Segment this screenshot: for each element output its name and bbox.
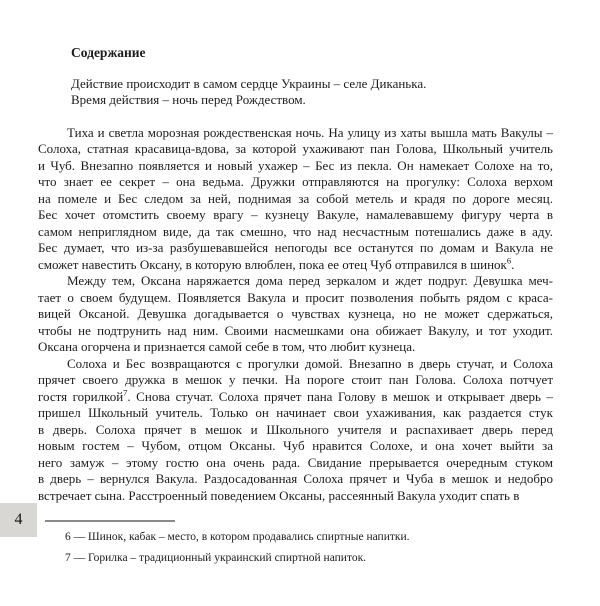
intro-line: Время действия – ночь перед Рождеством. — [71, 92, 306, 107]
paragraph — [38, 273, 553, 356]
text-line: прячет своего дружка в мешок у печки. На пороге стоит пан Голова. Солоха потчует — [38, 372, 553, 387]
intro-block — [38, 76, 553, 109]
text-line: Солоха, статная красавица-вдова, за которой ухаживают пан Голова, Школьный учитель — [38, 141, 553, 156]
text-line: самом неприглядном виде, да так смешно, что над несчастным потешались даже в аду. — [38, 223, 553, 239]
footnote-line: 6 — Шинок, кабак – место, в котором продавались спиртные напитки. — [65, 531, 410, 543]
text-line: вицей Оксаной. Девушка догадывается о чувствах кузнеца, но не может сдержаться, — [38, 306, 553, 321]
page-number: 4 — [14, 511, 23, 528]
summary-paragraphs — [38, 125, 553, 505]
section-heading: Содержание — [71, 45, 146, 60]
text-line: что знает ее секрет – она ведьма. Дружки отправляются на прогулку: Солоха верхом — [38, 174, 553, 189]
page-content — [38, 45, 553, 569]
footnote-line: 7 — Горилка – традиционный украинский спиртной напиток. — [65, 552, 367, 564]
text-line: на помеле и Бес следом за ней, поднимая за собой метель и крадя по дороге месяц. — [38, 190, 553, 206]
text-line: Оксана огорчена и признается самой себе в том, что любит кузнеца. — [38, 339, 416, 354]
text-line: в дверь. Солоха прячет в мешок и Школьного учителя и распахивает дверь перед — [38, 421, 553, 437]
text-line: Между тем, Оксана наряжается дома перед зеркалом и ждет подруг. Девушка меч- — [67, 273, 553, 288]
text-line: и Чуб. Внезапно появляется и новый ухажер – Бес из пекла. Он намекает Солохе на то, — [38, 157, 553, 173]
footnotes-block — [38, 527, 553, 569]
text-line: чтобы не подтрунить над ним. Своими насмешками она обижает Вакулу, и тот уходит. — [38, 322, 553, 338]
footnote-separator — [45, 520, 175, 522]
footnote-ref: 6 — [506, 255, 512, 266]
text-line: тает о своем будущем. Появляется Вакула и просит позволения побыть рядом с краса- — [38, 289, 553, 305]
text-line: сможет навестить Оксану, в которую влюблен, пока ее отец Чуб отправился в шинок$^6$. — [38, 255, 515, 272]
text-line: новым гостем – Чубом, отцом Оксаны. Чуб нравится Солохе, и она хочет выйти за — [38, 438, 553, 453]
paragraph — [38, 125, 553, 274]
text-line: пришел Школьный учитель. Только он начинает свои ухаживания, как раздается стук — [38, 405, 553, 420]
text-line: Бес хочет отомстить своему врагу – кузнецу Вакуле, намалевавшему фигуру черта в — [38, 207, 553, 222]
page-number-badge — [0, 503, 37, 537]
text-line: встречает сына. Расстроенный поведением Оксаны, рассеянный Вакула уходит спать в — [38, 487, 520, 503]
intro-line: Действие происходит в самом сердце Украины – селе Диканька. — [71, 75, 427, 91]
footnote-ref: 7 — [123, 387, 128, 398]
text-line: Тиха и светла морозная рождественская ночь. На улицу из хаты вышла мать Вакулы – — [67, 124, 553, 140]
text-line: Солоха и Бес возвращаются с прогулки домой. Внезапно в дверь стучат, и Солоха — [67, 355, 553, 371]
text-line: в дверь – вернулся Вакула. Раздосадованная Солоха прячет и Чуба в мешок и недобро — [38, 471, 553, 486]
text-line: Бес думает, что из-за разбушевавшейся непогоды все останутся по домам и Вакула не — [38, 240, 553, 255]
text-line: гостя горилкой$^7$. Снова стучат. Солоха прячет пана Голову в мешок и открывает дверь – — [38, 387, 553, 404]
paragraph — [38, 356, 553, 505]
text-line: него замуж – этому гостю она очень рада. Свидание прерывается очередным стуком — [38, 454, 553, 470]
